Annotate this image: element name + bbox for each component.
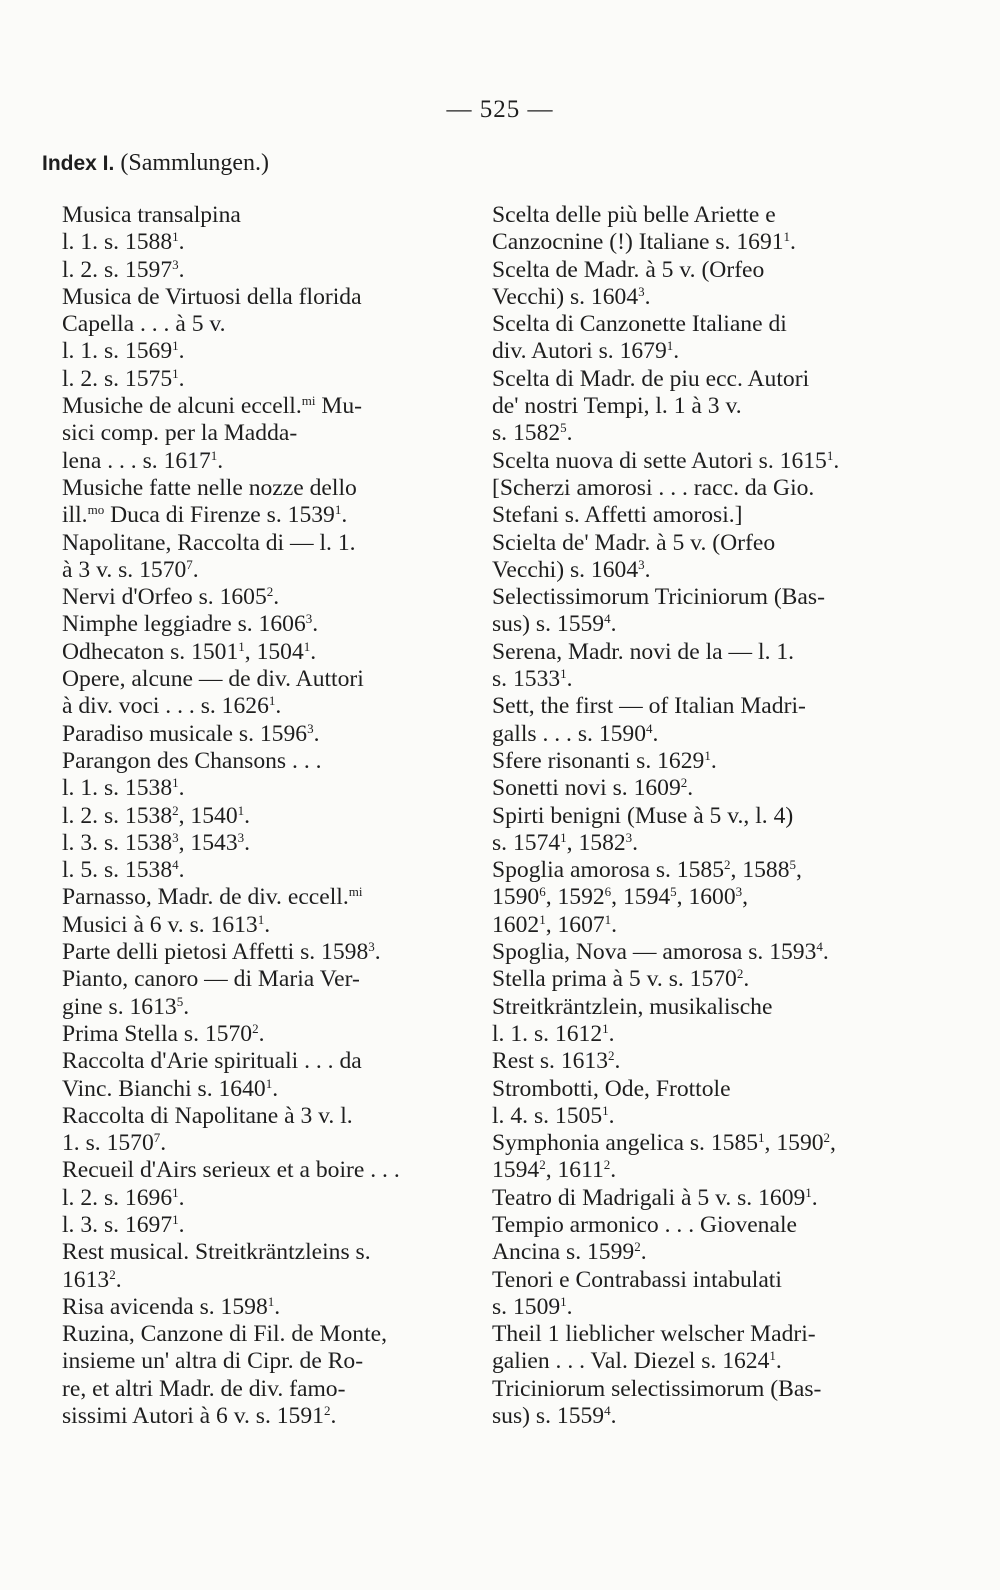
- entry-continuation-line: galien . . . Val. Diezel s. 1624$^1$.: [492, 1348, 782, 1375]
- right-column: [492, 202, 912, 1430]
- entry-title-line: Musica de Virtuosi della florida: [62, 283, 362, 310]
- entry-title-line: Pianto, canoro — di Maria Ver-: [62, 966, 360, 993]
- index-entry: [492, 584, 912, 639]
- entry-title-line: Serena, Madr. novi de la — l. 1.: [492, 638, 795, 665]
- entry-title-line: Parte delli pietosi Affetti s. 1598$^3$.: [62, 939, 381, 966]
- entry-title-line: Scelta de Madr. à 5 v. (Orfeo: [492, 256, 765, 283]
- entry-continuation-line: Canzocnine (!) Italiane s. 1691$^1$.: [492, 229, 796, 256]
- entry-title-line: Parangon des Chansons . . .: [62, 747, 322, 774]
- entry-continuation-line: s. 1509$^1$.: [492, 1293, 573, 1320]
- index-entry: [62, 611, 474, 638]
- index-entry: [492, 1130, 912, 1185]
- entry-title-line: Paradiso musicale s. 1596$^3$.: [62, 720, 320, 747]
- entry-title-line: Recueil d'Airs serieux et a boire . . .: [62, 1157, 400, 1184]
- entry-continuation-line: Stefani s. Affetti amorosi.]: [492, 502, 743, 529]
- index-entry: [62, 639, 474, 666]
- index-entry: [62, 475, 474, 530]
- index-entry: [62, 1239, 474, 1294]
- entry-title-line: [Scherzi amorosi . . . racc. da Gio.: [492, 474, 815, 501]
- index-entry: [492, 966, 912, 993]
- entry-title-line: Symphonia angelica s. 1585$^1$, 1590$^2$,: [492, 1130, 836, 1157]
- entry-continuation-line: s. 1574$^1$, 1582$^3$.: [492, 829, 639, 856]
- entry-continuation-line: à div. voci . . . s. 1626$^1$.: [62, 693, 282, 720]
- entry-continuation-line: l. 1. s. 1612$^1$.: [492, 1020, 615, 1047]
- index-entry: [492, 939, 912, 966]
- index-entry: [62, 1321, 474, 1430]
- entry-continuation-line: sissimi Autori à 6 v. s. 1591$^2$.: [62, 1403, 337, 1430]
- index-entry: [492, 1212, 912, 1267]
- index-entry: [492, 475, 912, 530]
- index-entry: [492, 311, 912, 366]
- index-entry: [492, 448, 912, 475]
- entry-title-line: Scelta delle più belle Ariette e: [492, 202, 776, 228]
- entry-continuation-line: s. 1533$^1$.: [492, 666, 573, 693]
- entry-title-line: Scelta nuova di sette Autori s. 1615$^1$.: [492, 447, 840, 474]
- entry-continuation-line: Ancina s. 1599$^2$.: [492, 1239, 647, 1266]
- entry-continuation-line: lena . . . s. 1617$^1$.: [62, 447, 224, 474]
- page-number: — 525 —: [446, 96, 554, 123]
- entry-title-line: Raccolta d'Arie spirituali . . . da: [62, 1048, 362, 1075]
- entry-title-line: Prima Stella s. 1570$^2$.: [62, 1020, 265, 1047]
- entry-continuation-line: l. 1. s. 1588$^1$.: [62, 229, 185, 256]
- entry-continuation-line: l. 2. s. 1538$^2$, 1540$^1$.: [62, 802, 251, 829]
- entry-continuation-line: l. 2. s. 1696$^1$.: [62, 1184, 185, 1211]
- index-entry: [62, 939, 474, 966]
- index-entry: [492, 748, 912, 775]
- index-entry: [492, 775, 912, 802]
- entry-continuation-line: 1590$^6$, 1592$^6$, 1594$^5$, 1600$^3$,: [492, 884, 749, 911]
- entry-title-line: Tenori e Contrabassi intabulati: [492, 1266, 782, 1293]
- entry-continuation-line: re, et altri Madr. de div. famo-: [62, 1375, 346, 1402]
- entry-continuation-line: sus) s. 1559$^4$.: [492, 1403, 617, 1430]
- entry-title-line: Spirti benigni (Muse à 5 v., l. 4): [492, 802, 794, 829]
- entry-title-line: Opere, alcune — de div. Auttori: [62, 666, 364, 693]
- entry-continuation-line: insieme un' altra di Cipr. de Ro-: [62, 1348, 364, 1375]
- index-entry: [62, 1157, 474, 1239]
- entry-continuation-line: Musici à 6 v. s. 1613$^1$.: [62, 911, 271, 938]
- index-entry: [62, 721, 474, 748]
- index-entry: [492, 1376, 912, 1431]
- entry-title-line: Musiche fatte nelle nozze dello: [62, 474, 357, 501]
- index-entry: [62, 393, 474, 475]
- entry-title-line: Spoglia, Nova — amorosa s. 1593$^4$.: [492, 939, 829, 966]
- entry-title-line: Musica transalpina: [62, 202, 241, 228]
- entry-title-line: Risa avicenda s. 1598$^1$.: [62, 1293, 281, 1320]
- entry-continuation-line: à 3 v. s. 1570$^7$.: [62, 556, 199, 583]
- index-entry: [492, 693, 912, 748]
- index-entry: [492, 366, 912, 448]
- entry-continuation-line: sici comp. per la Madda-: [62, 420, 298, 447]
- index-entry: [492, 530, 912, 585]
- entry-title-line: Rest musical. Streitkräntzleins s.: [62, 1239, 371, 1266]
- entry-title-line: Streitkräntzlein, musikalische: [492, 993, 773, 1020]
- index-entry: [62, 748, 474, 884]
- entry-title-line: Scielta de' Madr. à 5 v. (Orfeo: [492, 529, 776, 556]
- entry-title-line: Spoglia amorosa s. 1585$^2$, 1588$^5$,: [492, 857, 802, 884]
- entry-continuation-line: Rest s. 1613$^2$.: [492, 1048, 621, 1075]
- entry-title-line: Scelta di Madr. de piu ecc. Autori: [492, 365, 810, 392]
- index-entry: [492, 257, 912, 312]
- entry-title-line: Nimphe leggiadre s. 1606$^3$.: [62, 611, 319, 638]
- entry-title-line: Stella prima à 5 v. s. 1570$^2$.: [492, 966, 750, 993]
- entry-title-line: Odhecaton s. 1501$^1$, 1504$^1$.: [62, 638, 317, 665]
- entry-continuation-line: 1602$^1$, 1607$^1$.: [492, 911, 618, 938]
- entry-title-line: Nervi d'Orfeo s. 1605$^2$.: [62, 584, 280, 611]
- entry-continuation-line: galls . . . s. 1590$^4$.: [492, 720, 659, 747]
- entry-title-line: Raccolta di Napolitane à 3 v. l.: [62, 1102, 353, 1129]
- entry-continuation-line: 1594$^2$, 1611$^2$.: [492, 1157, 617, 1184]
- index-entry: [62, 1103, 474, 1158]
- index-label: Index I.: [42, 152, 115, 175]
- entry-title-line: Theil 1 lieblicher welscher Madri-: [492, 1321, 816, 1348]
- entry-continuation-line: ill.$^{mo}$ Duca di Firenze s. 1539$^1$.: [62, 502, 348, 529]
- index-entry: [62, 1021, 474, 1048]
- entry-title-line: Triciniorum selectissimorum (Bas-: [492, 1375, 822, 1402]
- entry-title-line: Musiche de alcuni eccell.$^{mi}$ Mu-: [62, 393, 363, 420]
- entry-title-line: Scelta di Canzonette Italiane di: [492, 311, 787, 338]
- index-entry: [492, 1076, 912, 1131]
- entry-continuation-line: l. 1. s. 1569$^1$.: [62, 338, 185, 365]
- entry-title-line: Selectissimorum Triciniorum (Bas-: [492, 584, 825, 611]
- index-entry: [492, 639, 912, 694]
- entry-continuation-line: sus) s. 1559$^4$.: [492, 611, 617, 638]
- index-entry: [492, 857, 912, 939]
- entry-continuation-line: Vecchi) s. 1604$^3$.: [492, 556, 651, 583]
- index-entry: [492, 803, 912, 858]
- entry-continuation-line: l. 1. s. 1538$^1$.: [62, 775, 185, 802]
- entry-title-line: Sfere risonanti s. 1629$^1$.: [492, 747, 717, 774]
- index-entry: [492, 1321, 912, 1376]
- entry-continuation-line: Vinc. Bianchi s. 1640$^1$.: [62, 1075, 279, 1102]
- section-title: (Sammlungen.): [120, 150, 269, 176]
- index-entry: [62, 202, 474, 284]
- entry-title-line: Sonetti novi s. 1609$^2$.: [492, 775, 694, 802]
- entry-title-line: Parnasso, Madr. de div. eccell.$^{mi}$: [62, 884, 363, 911]
- entry-continuation-line: gine s. 1613$^5$.: [62, 993, 190, 1020]
- index-entry: [492, 1185, 912, 1212]
- entry-continuation-line: l. 3. s. 1697$^1$.: [62, 1211, 185, 1238]
- entry-title-line: Napolitane, Raccolta di — l. 1.: [62, 529, 356, 556]
- entry-continuation-line: s. 1582$^5$.: [492, 420, 573, 447]
- entry-continuation-line: Vecchi) s. 1604$^3$.: [492, 283, 651, 310]
- entry-continuation-line: l. 5. s. 1538$^4$.: [62, 857, 185, 884]
- entry-continuation-line: 1. s. 1570$^7$.: [62, 1130, 167, 1157]
- index-entry: [492, 202, 912, 257]
- index-entry: [62, 884, 474, 939]
- entry-continuation-line: div. Autori s. 1679$^1$.: [492, 338, 680, 365]
- entry-continuation-line: 1613$^2$.: [62, 1266, 122, 1293]
- index-heading: [42, 150, 269, 177]
- index-entry: [62, 530, 474, 585]
- entry-title-line: Ruzina, Canzone di Fil. de Monte,: [62, 1321, 388, 1348]
- entry-title-line: Teatro di Madrigali à 5 v. s. 1609$^1$.: [492, 1184, 818, 1211]
- index-entry: [62, 1048, 474, 1103]
- entry-title-line: Sett, the first — of Italian Madri-: [492, 693, 806, 720]
- entry-title-line: Tempio armonico . . . Giovenale: [492, 1211, 797, 1238]
- entry-continuation-line: l. 3. s. 1538$^3$, 1543$^3$.: [62, 829, 251, 856]
- entry-continuation-line: Capella . . . à 5 v.: [62, 311, 226, 338]
- index-entry: [62, 584, 474, 611]
- entry-title-line: Strombotti, Ode, Frottole: [492, 1075, 731, 1102]
- index-entry: [492, 994, 912, 1076]
- entry-continuation-line: l. 2. s. 1575$^1$.: [62, 365, 185, 392]
- index-entry: [62, 284, 474, 393]
- index-entry: [62, 966, 474, 1021]
- index-entry: [492, 1267, 912, 1322]
- entry-continuation-line: de' nostri Tempi, l. 1 à 3 v.: [492, 393, 742, 420]
- entry-continuation-line: l. 2. s. 1597$^3$.: [62, 256, 185, 283]
- index-entry: [62, 666, 474, 721]
- left-column: [62, 202, 474, 1430]
- index-entry: [62, 1294, 474, 1321]
- entry-continuation-line: l. 4. s. 1505$^1$.: [492, 1102, 615, 1129]
